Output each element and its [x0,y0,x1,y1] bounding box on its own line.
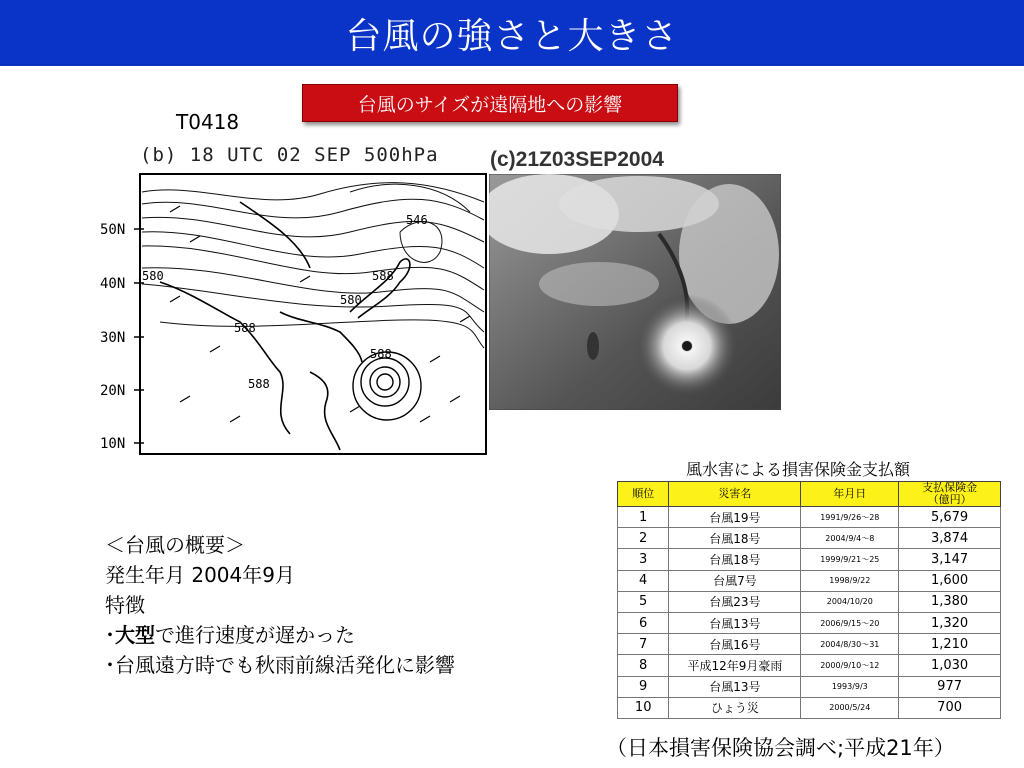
header-amount: 支払保険金 （億円） [899,482,1001,507]
row-amount: 977 [899,676,1001,697]
row-rank: 4 [618,570,669,591]
row-rank: 9 [618,676,669,697]
table-row [618,697,1001,718]
row-rank: 8 [618,655,669,676]
overview-heading: ＜台風の概要＞ [105,533,245,557]
contour-label-588-typhoon: 588 [370,347,392,361]
row-rank: 3 [618,549,669,570]
row-name: 台風13号 [669,612,801,633]
contour-label-546: 546 [406,213,428,227]
overview-bullet-2: ･台風遠方時でも秋雨前線活発化に影響 [105,653,455,677]
weather-map [100,172,492,458]
row-name: 台風16号 [669,634,801,655]
header-disaster: 災害名 [669,482,801,507]
row-date: 2004/9/4〜8 [801,528,899,549]
lat-label-50n: 50N [100,222,126,238]
row-rank: 5 [618,591,669,612]
row-amount: 1,380 [899,591,1001,612]
row-date: 2000/5/24 [801,697,899,718]
row-rank: 10 [618,697,669,718]
row-name: 平成12年9月豪雨 [669,655,801,676]
taiwan-island [587,332,599,360]
contour-label-588-north: 588 [372,269,394,283]
table-row [618,507,1001,528]
contour-label-588-central: 588 [234,321,256,335]
row-rank: 7 [618,634,669,655]
row-rank: 2 [618,528,669,549]
table-row [618,612,1001,633]
header-date: 年月日 [801,482,899,507]
row-amount: 3,874 [899,528,1001,549]
satellite-image [489,174,781,410]
row-date: 2000/9/10〜12 [801,655,899,676]
row-date: 1991/9/26〜28 [801,507,899,528]
damage-table [617,481,1001,719]
header-rank: 順位 [618,482,669,507]
row-date: 1998/9/22 [801,570,899,591]
row-amount: 1,600 [899,570,1001,591]
row-rank: 1 [618,507,669,528]
row-date: 2004/10/20 [801,591,899,612]
row-name: 台風18号 [669,549,801,570]
lat-label-30n: 30N [100,330,126,346]
bullet1-prefix: ･ [105,623,115,647]
bullet1-bold: 大型 [115,623,155,647]
row-date: 1999/9/21〜25 [801,549,899,570]
overview-features-label: 特徴 [105,593,145,617]
row-name: ひょう災 [669,697,801,718]
overview-bullet-1 [105,620,455,650]
row-amount: 3,147 [899,549,1001,570]
source-note: （日本損害保険協会調べ;平成21年） [606,736,955,760]
row-date: 1993/9/3 [801,676,899,697]
row-date: 2004/8/30〜31 [801,634,899,655]
banner-text: 台風のサイズが遠隔地への影響 [357,93,623,116]
satellite-image-svg [489,174,781,410]
table-row [618,570,1001,591]
bullet1-rest: で進行速度が遅かった [155,623,355,647]
row-name: 台風18号 [669,528,801,549]
row-amount: 700 [899,697,1001,718]
table-header-row [618,482,1001,507]
row-date: 2006/9/15〜20 [801,612,899,633]
table-row [618,528,1001,549]
table-row [618,549,1001,570]
row-name: 台風13号 [669,676,801,697]
table-row [618,591,1001,612]
lat-label-40n: 40N [100,276,126,292]
typhoon-id: T0418 [176,110,240,134]
contour-label-580-west: 580 [142,269,164,283]
row-amount: 5,679 [899,507,1001,528]
overview-date: 発生年月 2004年9月 [105,563,295,587]
row-name: 台風19号 [669,507,801,528]
row-amount: 1,320 [899,612,1001,633]
row-amount: 1,210 [899,634,1001,655]
table-row [618,634,1001,655]
lat-label-20n: 20N [100,383,126,399]
map-frame [140,174,486,454]
row-name: 台風7号 [669,570,801,591]
row-rank: 6 [618,612,669,633]
table-title: 風水害による損害保険金支払額 [686,460,911,479]
contour-label-580-east: 580 [340,293,362,307]
satellite-caption: (c)21Z03SEP2004 [490,148,664,171]
table-row [618,676,1001,697]
damage-table-frame [617,481,1001,719]
title-bar [0,0,1024,66]
slide-title: 台風の強さと大きさ [345,15,679,57]
table-row [618,655,1001,676]
row-amount: 1,030 [899,655,1001,676]
row-name: 台風23号 [669,591,801,612]
typhoon-eye [682,341,692,351]
contour-label-588-south: 588 [248,377,270,391]
map-caption: (b) 18 UTC 02 SEP 500hPa [140,144,439,166]
weather-map-svg [100,172,492,458]
cloud-band-4 [539,262,659,306]
lat-label-10n: 10N [100,436,126,452]
banner-box [302,84,678,122]
overview-section [105,530,455,680]
